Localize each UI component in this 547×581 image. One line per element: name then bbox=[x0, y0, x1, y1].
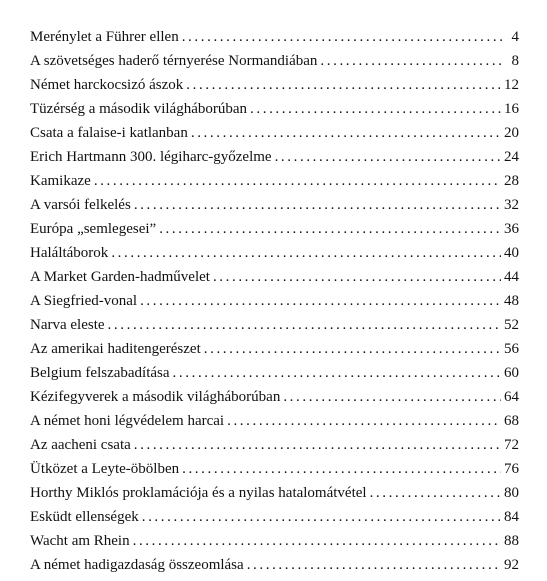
toc-entry-page: 60 bbox=[504, 365, 519, 381]
toc-entry-page: 32 bbox=[504, 197, 519, 213]
toc-entry-page: 88 bbox=[504, 533, 519, 549]
toc-leader-dots bbox=[250, 101, 501, 118]
toc-entry-page: 68 bbox=[504, 413, 519, 429]
toc-entry-title: A Market Garden-hadművelet bbox=[30, 269, 210, 285]
toc-leader-dots bbox=[140, 293, 501, 310]
toc-entry-page: 36 bbox=[504, 221, 519, 237]
toc-entry-title: Az amerikai haditengerészet bbox=[30, 341, 201, 357]
toc-entry bbox=[30, 125, 519, 149]
toc-entry bbox=[30, 365, 519, 389]
toc-entry-title: A német hadigazdaság összeomlása bbox=[30, 557, 244, 573]
toc-entry bbox=[30, 317, 519, 341]
toc-leader-dots bbox=[186, 77, 501, 94]
toc-leader-dots bbox=[283, 389, 501, 406]
toc-entry-title: Csata a falaise-i katlanban bbox=[30, 125, 188, 141]
toc-entry-page: 80 bbox=[504, 485, 519, 501]
toc-leader-dots bbox=[111, 245, 501, 262]
toc-entry-title: Német harckocsizó ászok bbox=[30, 77, 184, 93]
toc-entry-page: 4 bbox=[511, 29, 519, 45]
toc-leader-dots bbox=[159, 221, 501, 238]
toc-entry-page: 48 bbox=[504, 293, 519, 309]
toc-entry bbox=[30, 509, 519, 533]
toc-entry-title: Esküdt ellenségek bbox=[30, 509, 139, 525]
toc-leader-dots bbox=[182, 461, 501, 478]
toc-entry-page: 72 bbox=[504, 437, 519, 453]
toc-entry bbox=[30, 149, 519, 173]
toc-leader-dots bbox=[320, 53, 504, 70]
toc-entry bbox=[30, 29, 519, 53]
toc-entry bbox=[30, 389, 519, 413]
toc-entry bbox=[30, 269, 519, 293]
toc-entry-title: A szövetséges haderő térnyerése Normandiában bbox=[30, 53, 318, 69]
toc-entry bbox=[30, 197, 519, 221]
toc-leader-dots bbox=[108, 317, 501, 334]
toc-leader-dots bbox=[134, 437, 501, 454]
toc-leader-dots bbox=[134, 197, 501, 214]
toc-leader-dots bbox=[275, 149, 501, 166]
toc-entry bbox=[30, 557, 519, 581]
toc-entry-page: 84 bbox=[504, 509, 519, 525]
toc-entry-page: 44 bbox=[504, 269, 519, 285]
toc-entry-page: 76 bbox=[504, 461, 519, 477]
toc-entry-page: 92 bbox=[504, 557, 519, 573]
toc-leader-dots bbox=[133, 533, 501, 550]
toc-entry-page: 28 bbox=[504, 173, 519, 189]
toc-entry-page: 20 bbox=[504, 125, 519, 141]
toc-entry bbox=[30, 413, 519, 437]
toc-entry bbox=[30, 341, 519, 365]
toc-entry bbox=[30, 77, 519, 101]
toc-entry-title: Kamikaze bbox=[30, 173, 91, 189]
toc-entry bbox=[30, 461, 519, 485]
toc-entry bbox=[30, 101, 519, 125]
toc-entry-title: Tüzérség a második világháborúban bbox=[30, 101, 248, 117]
toc-entry-page: 64 bbox=[504, 389, 519, 405]
toc-entry-title: A varsói felkelés bbox=[30, 197, 131, 213]
toc-entry-page: 40 bbox=[504, 245, 519, 261]
toc-entry-title: A Siegfried-vonal bbox=[30, 293, 138, 309]
toc-entry-title: Erich Hartmann 300. légiharc-győzelme bbox=[30, 149, 272, 165]
toc-entry-title: Horthy Miklós proklamációja és a nyilas hatalomátvétel bbox=[30, 485, 367, 501]
toc-leader-dots bbox=[173, 365, 501, 382]
toc-entry bbox=[30, 485, 519, 509]
toc-leader-dots bbox=[182, 29, 504, 46]
toc-entry bbox=[30, 437, 519, 461]
toc-leader-dots bbox=[227, 413, 501, 430]
toc-entry bbox=[30, 293, 519, 317]
table-of-contents bbox=[30, 29, 519, 581]
toc-leader-dots bbox=[204, 341, 501, 358]
toc-entry-page: 24 bbox=[504, 149, 519, 165]
toc-entry bbox=[30, 221, 519, 245]
toc-entry-title: Kézifegyverek a második világháborúban bbox=[30, 389, 281, 405]
toc-entry-title: Ütközet a Leyte-öbölben bbox=[30, 461, 180, 477]
toc-entry-page: 12 bbox=[504, 77, 519, 93]
toc-entry-title: Belgium felszabadítása bbox=[30, 365, 170, 381]
toc-leader-dots bbox=[94, 173, 501, 190]
toc-entry-title: Európa „semlegesei” bbox=[30, 221, 157, 237]
toc-entry-title: A német honi légvédelem harcai bbox=[30, 413, 225, 429]
toc-leader-dots bbox=[213, 269, 501, 286]
toc-leader-dots bbox=[142, 509, 501, 526]
toc-entry bbox=[30, 245, 519, 269]
toc-leader-dots bbox=[247, 557, 501, 574]
toc-entry bbox=[30, 173, 519, 197]
toc-leader-dots bbox=[191, 125, 501, 142]
toc-entry-title: Narva eleste bbox=[30, 317, 105, 333]
toc-entry bbox=[30, 533, 519, 557]
toc-entry-page: 56 bbox=[504, 341, 519, 357]
toc-entry-title: Haláltáborok bbox=[30, 245, 109, 261]
toc-entry-title: Merénylet a Führer ellen bbox=[30, 29, 179, 45]
toc-entry-page: 8 bbox=[511, 53, 519, 69]
toc-entry-page: 52 bbox=[504, 317, 519, 333]
toc-leader-dots bbox=[370, 485, 501, 502]
toc-entry bbox=[30, 53, 519, 77]
toc-entry-title: Az aacheni csata bbox=[30, 437, 131, 453]
toc-entry-page: 16 bbox=[504, 101, 519, 117]
toc-entry-title: Wacht am Rhein bbox=[30, 533, 130, 549]
